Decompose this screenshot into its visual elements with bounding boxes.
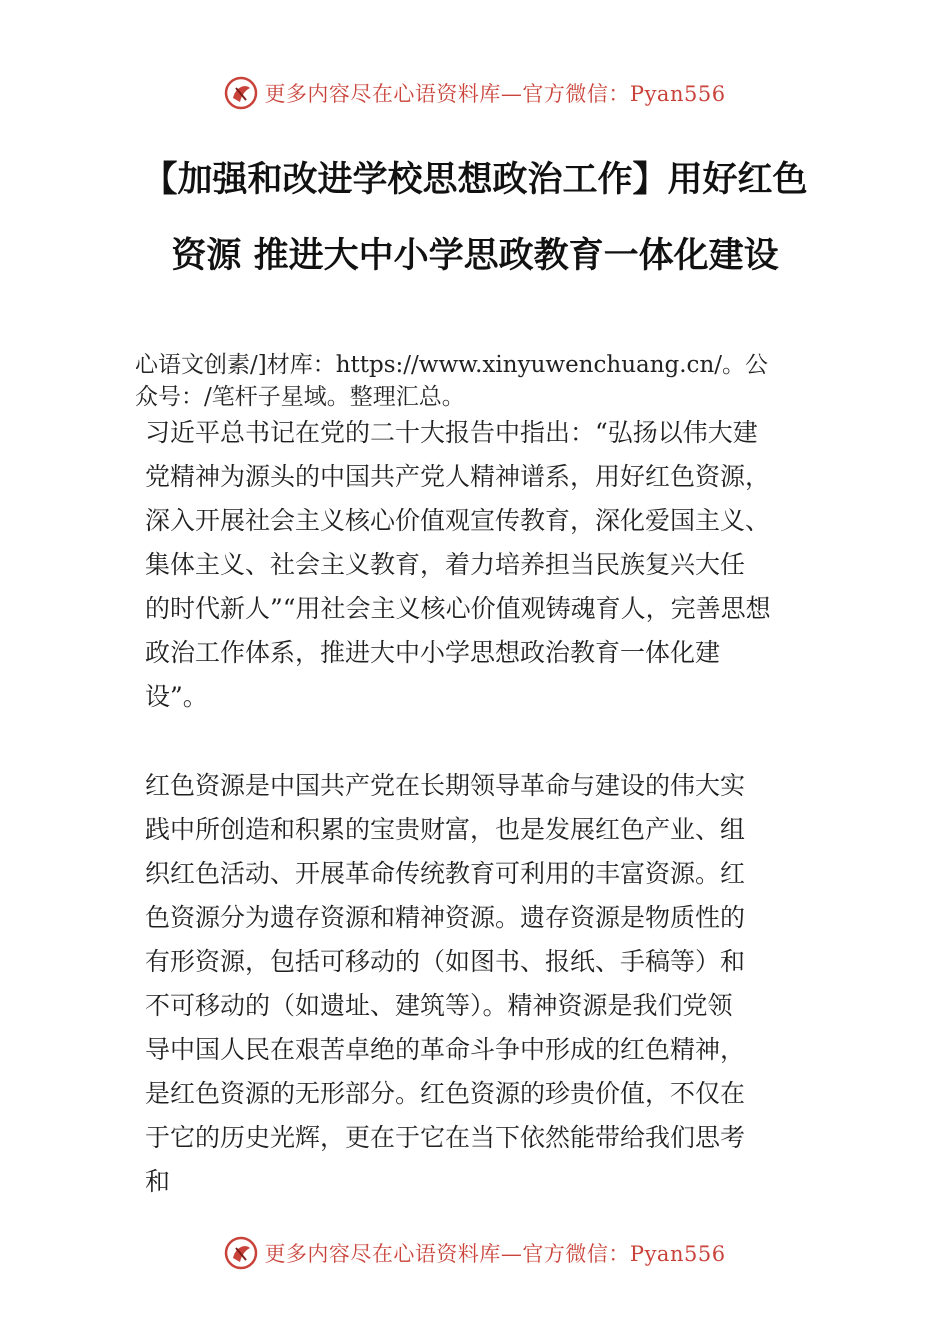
paragraph-2 — [145, 764, 845, 1204]
paragraph-line: 和 — [145, 1167, 171, 1196]
paragraph-line: 设”。 — [145, 682, 208, 711]
paragraph-1 — [145, 411, 845, 719]
brand-logo-icon — [224, 1236, 258, 1270]
paragraph-line: 践中所创造和积累的宝贵财富，也是发展红色产业、组 — [145, 815, 746, 844]
paragraph-line: 政治工作体系，推进大中小学思想政治教育一体化建 — [145, 638, 721, 667]
banner-text: 更多内容尽在心语资料库—官方微信：Pyan556 — [264, 1242, 726, 1266]
paragraph-line: 党精神为源头的中国共产党人精神谱系，用好红色资源， — [145, 462, 771, 491]
paragraph-line: 的时代新人”“用社会主义核心价值观铸魂育人，完善思想 — [145, 594, 771, 623]
banner-text: 更多内容尽在心语资料库—官方微信：Pyan556 — [264, 82, 726, 106]
document-title-line-2: 资源 推进大中小学思政教育一体化建设 — [171, 236, 779, 276]
paragraph-line: 织红色活动、开展革命传统教育可利用的丰富资源。红 — [145, 859, 746, 888]
paragraph-line: 有形资源，包括可移动的（如图书、报纸、手稿等）和 — [145, 947, 746, 976]
paragraph-line: 导中国人民在艰苦卓绝的革命斗争中形成的红色精神， — [145, 1035, 746, 1064]
source-note-line-1: 心语文创素/]材库：https://www.xinyuwenchuang.cn/。公 — [135, 352, 769, 378]
paragraph-line: 色资源分为遗存资源和精神资源。遗存资源是物质性的 — [145, 903, 746, 932]
paragraph-line: 习近平总书记在党的二十大报告中指出：“弘扬以伟大建 — [145, 418, 758, 447]
paragraph-line: 深入开展社会主义核心价值观宣传教育，深化爱国主义、 — [145, 506, 771, 535]
header-banner — [0, 68, 950, 118]
paragraph-line: 红色资源是中国共产党在长期领导革命与建设的伟大实 — [145, 771, 746, 800]
footer-banner — [0, 1228, 950, 1278]
paragraph-line: 不可移动的（如遗址、建筑等）。精神资源是我们党领 — [145, 991, 733, 1020]
document-title-line-1: 【加强和改进学校思想政治工作】用好红色 — [142, 160, 808, 200]
paragraph-line: 集体主义、社会主义教育，着力培养担当民族复兴大任 — [145, 550, 746, 579]
paragraph-line: 于它的历史光辉，更在于它在当下依然能带给我们思考 — [145, 1123, 746, 1152]
brand-logo-icon — [224, 76, 258, 110]
paragraph-line: 是红色资源的无形部分。红色资源的珍贵价值，不仅在 — [145, 1079, 746, 1108]
source-note-line-2: 众号：/笔杆子星域。整理汇总。 — [135, 384, 465, 410]
